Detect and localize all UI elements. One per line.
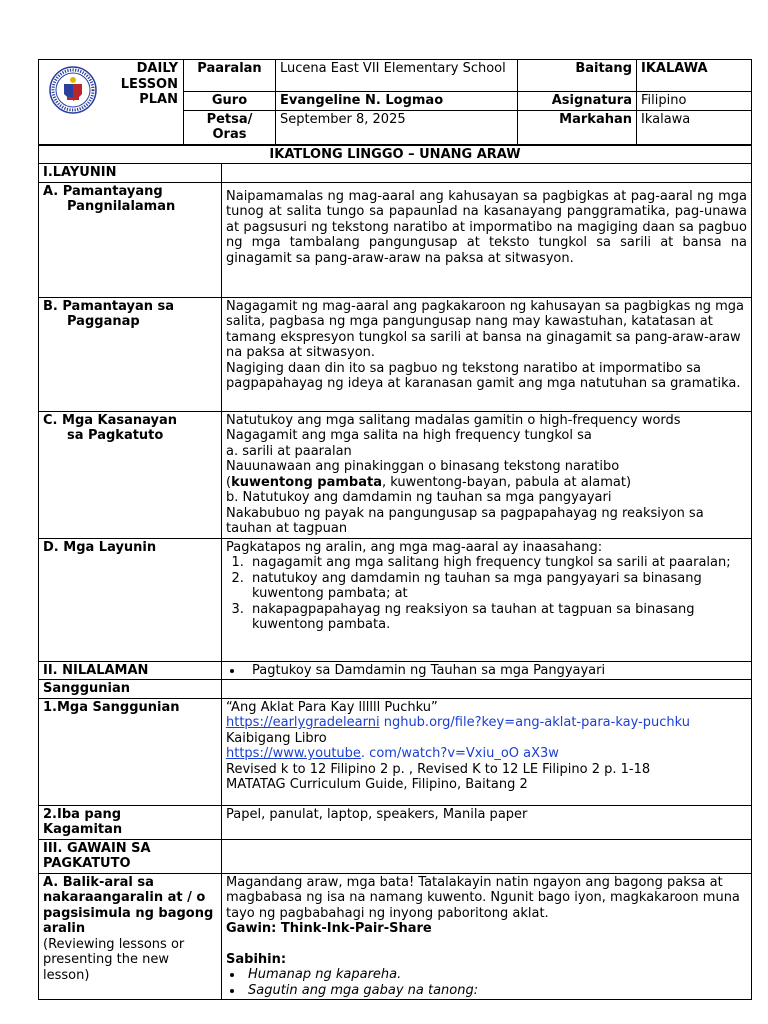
layunin-list <box>226 555 747 633</box>
list-item: 2. natutukoy ang damdamin ng tauhan sa mga pangyayari sa binasang kuwentong pambata; at <box>248 571 747 602</box>
paaralan-value: Lucena East VII Elementary School <box>276 60 518 92</box>
mga-layunin-text: Pagkatapos ng aralin, ang mga mag-aaral ay inaasahang: 1. nagagamit ang mga salitang high frequency tungkol sa sarili at paaralan; 2. natutukoy ang damdamin ng tauhan sa mga pangyayari sa binasang kuwentong pambata; at 3. nakapagpapahayag ng reaksiyon sa tauhan at tagpuan sa binasang kuwentong pambata. <box>222 538 752 661</box>
sanggunian-heading: Sanggunian <box>39 680 222 699</box>
mga-sanggunian-text: “Ang Aklat Para Kay llllll Puchku” https://earlygradelearni nghub.org/file?key=ang-aklat-para-kay-puchku Kaibigang Libro https://www.youtube. com/watch?v=Vxiu_oO aX3w Revised k to 12 Filipino 2 p. , Revised K to 12 LE Filipino 2 p. 1-18 MATATAG Curriculum Guide, Filipino, Baitang 2 <box>222 698 752 805</box>
pamantayang-pangnilalaman-text: Naipamamalas ng mag-aaral ang kahusayan sa pagbigkas at pag-aaral ng mga tunog at salita tungo sa papaunlad na kasanayang panggramatika, pag-unawa at pagsusuri ng tekstong naratibo at impormatibo na magiging daan sa pagbuo ng mga tambalang pangungusap at teksto tungkol sa sarili at bansa na ginagamit sa pang-araw-araw na paksa at sitwasyon. <box>222 182 752 297</box>
iba-pang-kagamitan-text: Papel, panulat, laptop, speakers, Manila paper <box>222 805 752 839</box>
pamantayan-pagganap-label: B. Pamantayan sa Pagganap <box>39 297 222 411</box>
header-table <box>38 59 752 145</box>
baitang-value: IKALAWA <box>637 60 752 92</box>
nilalaman-item: • Pagtukoy sa Damdamin ng Tauhan sa mga Pangyayari <box>244 663 747 679</box>
list-item: 1. nagagamit ang mga salitang high frequency tungkol sa sarili at paaralan; <box>248 555 747 571</box>
asignatura-value: Filipino <box>637 92 752 111</box>
guro-value: Evangeline N. Logmao <box>276 92 518 111</box>
sabihin-list <box>226 967 747 998</box>
mga-sanggunian-label: 1.Mga Sanggunian <box>39 698 222 805</box>
paaralan-label: Paaralan <box>184 60 276 92</box>
body-table <box>38 145 752 1001</box>
header-logo-cell <box>39 60 184 145</box>
nilalaman-heading: II. NILALAMAN <box>39 661 222 680</box>
kasanayan-text: Natutukoy ang mga salitang madalas gamitin o high-frequency words Nagagamit ang mga salita na high frequency tungkol sa a. sarili at paaralan Nauunawaan ang pinakinggan o binasang tekstong naratibo (kuwentong pambata, kuwentong-bayan, pabula at alamat) b. Natutukoy ang damdamin ng tauhan sa mga pangyayari Nakabubuo ng payak na pangungusap sa pagpapahayag ng reaksiyon sa tauhan at tagpuan <box>222 411 752 538</box>
header-title-line-1: DAILY <box>136 61 178 76</box>
balik-aral-label: A. Balik-aral sa nakaraangaralin at / o pagsisimula ng bagong aralin (Reviewing lessons or presenting the new lesson) <box>39 873 222 1000</box>
asignatura-label: Asignatura <box>518 92 637 111</box>
reference-link-2[interactable]: https://www.youtube <box>226 746 361 761</box>
deped-seal-icon <box>49 66 97 114</box>
week-title: IKATLONG LINGGO – UNANG ARAW <box>39 145 752 164</box>
guro-label: Guro <box>184 92 276 111</box>
list-item: • Sagutin ang mga gabay na tanong: <box>244 983 747 999</box>
list-item: • Humanap ng kapareha. <box>244 967 747 983</box>
reference-link-1[interactable]: https://earlygradelearni <box>226 715 380 730</box>
balik-aral-text: Magandang araw, mga bata! Tatalakayin natin ngayon ang bagong paksa at magbabasa ng isa na namang kuwento. Ngunit bago iyon, magkakaroon muna tayo ng pagbabahagi ng inyong paboritong aklat. Gawin: Think-Ink-Pair-Share Sabihin: • Humanap ng kapareha. • Sagutin ang mga gabay na tanong: <box>222 873 752 1000</box>
iba-pang-kagamitan-label: 2.Iba pang Kagamitan <box>39 805 222 839</box>
petsa-label: Petsa/ Oras <box>184 110 276 144</box>
header-title-line-3: PLAN <box>139 92 178 107</box>
layunin-heading: I.LAYUNIN <box>39 164 222 183</box>
list-item: 3. nakapagpapahayag ng reaksiyon sa tauhan at tagpuan sa binasang kuwentong pambata. <box>248 602 747 633</box>
mga-layunin-label: D. Mga Layunin <box>39 538 222 661</box>
header-title-line-2: LESSON <box>120 76 178 92</box>
baitang-label: Baitang <box>518 60 637 92</box>
pamantayang-pangnilalaman-label: A. Pamantayang Pangnilalaman <box>39 182 222 297</box>
lesson-plan-page <box>38 59 751 1000</box>
markahan-label: Markahan <box>518 110 637 144</box>
kasanayan-label: C. Mga Kasanayan sa Pagkatuto <box>39 411 222 538</box>
markahan-value: Ikalawa <box>637 110 752 144</box>
gawain-heading: III. GAWAIN SA PAGKATUTO <box>39 839 222 873</box>
petsa-value: September 8, 2025 <box>276 110 518 144</box>
pamantayan-pagganap-text: Nagagamit ng mag-aaral ang pagkakaroon ng kahusayan sa pagbigkas ng mga salita, pagbasa ng mga pangungusap nang may kawastuhan, katatasan at tamang ekspresyon tungkol sa sarili at bansa na ginagamit sa pang-araw-araw na paksa at sitwasyon. Nagiging daan din ito sa pagbuo ng tekstong naratibo at impormatibo sa pagpapahayag ng ideya at karanasan gamit ang mga natutuhan sa gramatika. <box>222 297 752 411</box>
